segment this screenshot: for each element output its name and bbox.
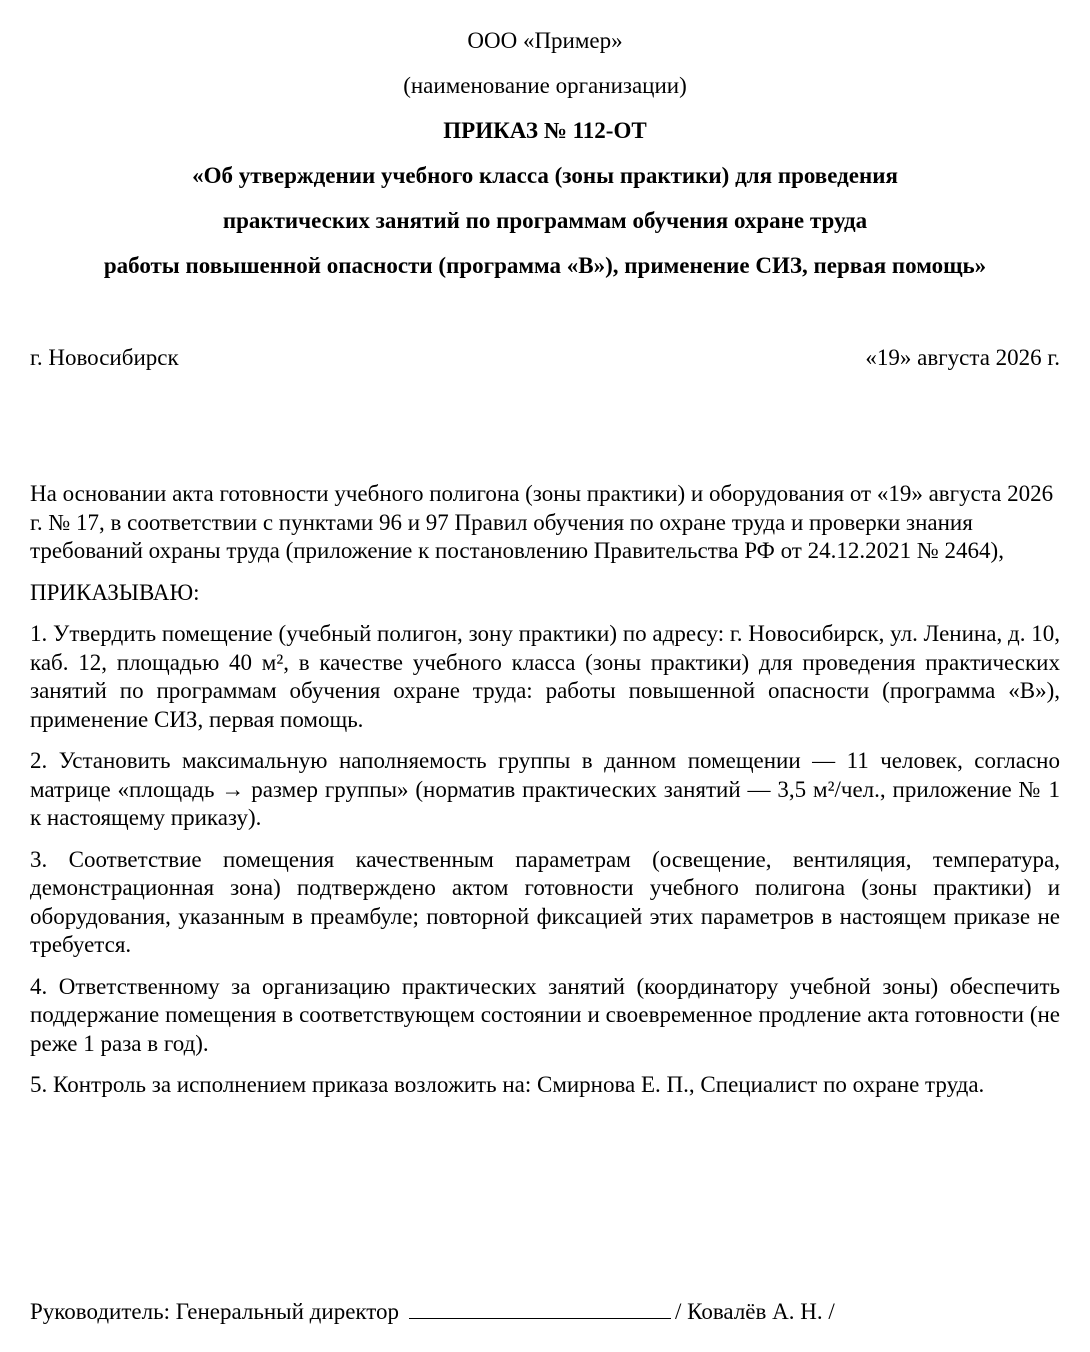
- subtitle-line: практических занятий по программам обучения охране труда: [222, 208, 868, 233]
- organization-caption: (наименование организации): [403, 73, 687, 98]
- order-word: ПРИКАЗЫВАЮ:: [30, 579, 200, 605]
- order-item: 1. Утвердить помещение (учебный полигон, зону практики) по адресу: г. Новосибирск, ул. Ленина, д. 10, каб. 12, площадью 40 м², в качестве учебного класса (зоны практики) для проведения практических занятий по программам обучения охране труда: работы повышенной опасности (программа «В»), применение СИЗ, первая помощь.: [30, 621, 1060, 732]
- place-date-row: [30, 344, 1060, 372]
- order-body: [30, 480, 1060, 1113]
- signature-name: / Ковалёв А. Н. /: [675, 1299, 835, 1324]
- signature-block: [30, 1296, 1060, 1326]
- organization-name: ООО «Пример»: [467, 28, 623, 53]
- date: «19» августа 2026 г.: [865, 345, 1060, 370]
- place: г. Новосибирск: [30, 345, 179, 370]
- order-item: 5. Контроль за исполнением приказа возложить на: Смирнова Е. П., Специалист по охране труда.: [30, 1072, 985, 1097]
- subtitle-line: работы повышенной опасности (программа «В»), применение СИЗ, первая помощь»: [103, 253, 987, 278]
- signature-line: [409, 1296, 671, 1319]
- order-subtitle: [30, 162, 1060, 297]
- order-item: 3. Соответствие помещения качественным параметрам (освещение, вентиляция, температура, демонстрационная зона) подтверждено актом готовности учебного полигона (зоны практики) и оборудования, указанным в преамбуле; повторной фиксацией этих параметров в настоящем приказе не требуется.: [30, 846, 1060, 957]
- preamble: На основании акта готовности учебного полигона (зоны практики) и оборудования от «19» августа 2026 г. № 17, в соответствии с пунктами 96 и 97 Правил обучения по охране труда и проверки знания требований охраны труда (приложение к постановлению Правительства РФ от 24.12.2021 № 2464),: [30, 481, 1054, 563]
- order-item: 4. Ответственному за организацию практических занятий (координатору учебной зоны) обеспечить поддержание помещения в соответствующем состоянии и своевременное продление акта готовности (не реже 1 раза в год).: [30, 973, 1060, 1056]
- order-item: 2. Установить максимальную наполняемость группы в данном помещении — 11 человек, согласно матрице «площадь → размер группы» (норматив практических занятий — 3,5 м²/чел., приложение № 1 к настоящему приказу).: [30, 748, 1060, 830]
- signature-label: Руководитель: Генеральный директор: [30, 1299, 400, 1324]
- order-title: ПРИКАЗ № 112-ОТ: [443, 118, 647, 143]
- subtitle-line: «Об утверждении учебного класса (зоны практики) для проведения: [192, 163, 898, 188]
